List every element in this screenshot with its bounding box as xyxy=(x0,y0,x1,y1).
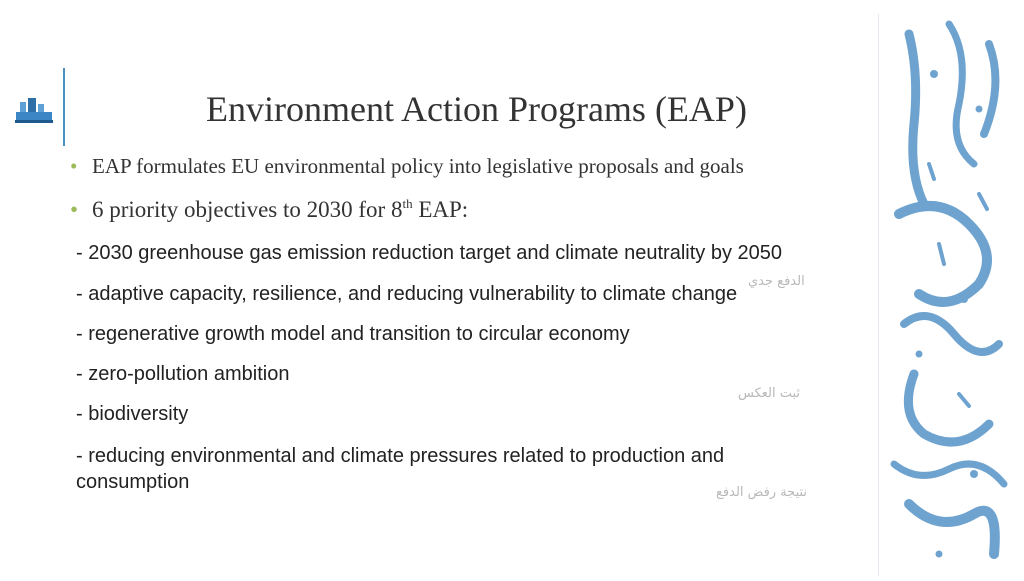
bullet-text: EAP formulates EU environmental policy into legislative proposals and goals xyxy=(92,154,744,178)
objective-line: - 2030 greenhouse gas emission reduction target and climate neutrality by 2050 xyxy=(76,242,782,264)
watermark-text: الدفع جدي xyxy=(748,274,805,289)
title-divider xyxy=(63,68,65,146)
ordinal-superscript: th xyxy=(402,196,413,211)
slide-title: Environment Action Programs (EAP) xyxy=(206,89,747,129)
watermark-text: ثبت العكس xyxy=(738,386,801,401)
watermark-text: نتيجة رفض الدفع xyxy=(716,485,808,500)
building-logo-icon xyxy=(14,92,54,124)
bullet-item xyxy=(70,154,744,179)
arabic-calligraphy-art xyxy=(879,14,1019,576)
objective-line: - biodiversity xyxy=(76,403,189,425)
objective-line: - reducing environmental and climate pressures related to production and consumption xyxy=(76,445,725,493)
objective-line: - regenerative growth model and transition to circular economy xyxy=(76,323,630,345)
objective-line: - adaptive capacity, resilience, and reducing vulnerability to climate change xyxy=(76,283,738,305)
bullet-text: 6 priority objectives to 2030 for 8 xyxy=(92,197,403,222)
bullet-item xyxy=(70,196,468,223)
bullet-dot: • xyxy=(70,154,78,178)
calligraphy-panel xyxy=(878,14,1019,576)
bullet-text-end: EAP: xyxy=(412,197,469,222)
objective-line: - zero-pollution ambition xyxy=(76,363,290,385)
bullet-dot: • xyxy=(70,197,79,222)
